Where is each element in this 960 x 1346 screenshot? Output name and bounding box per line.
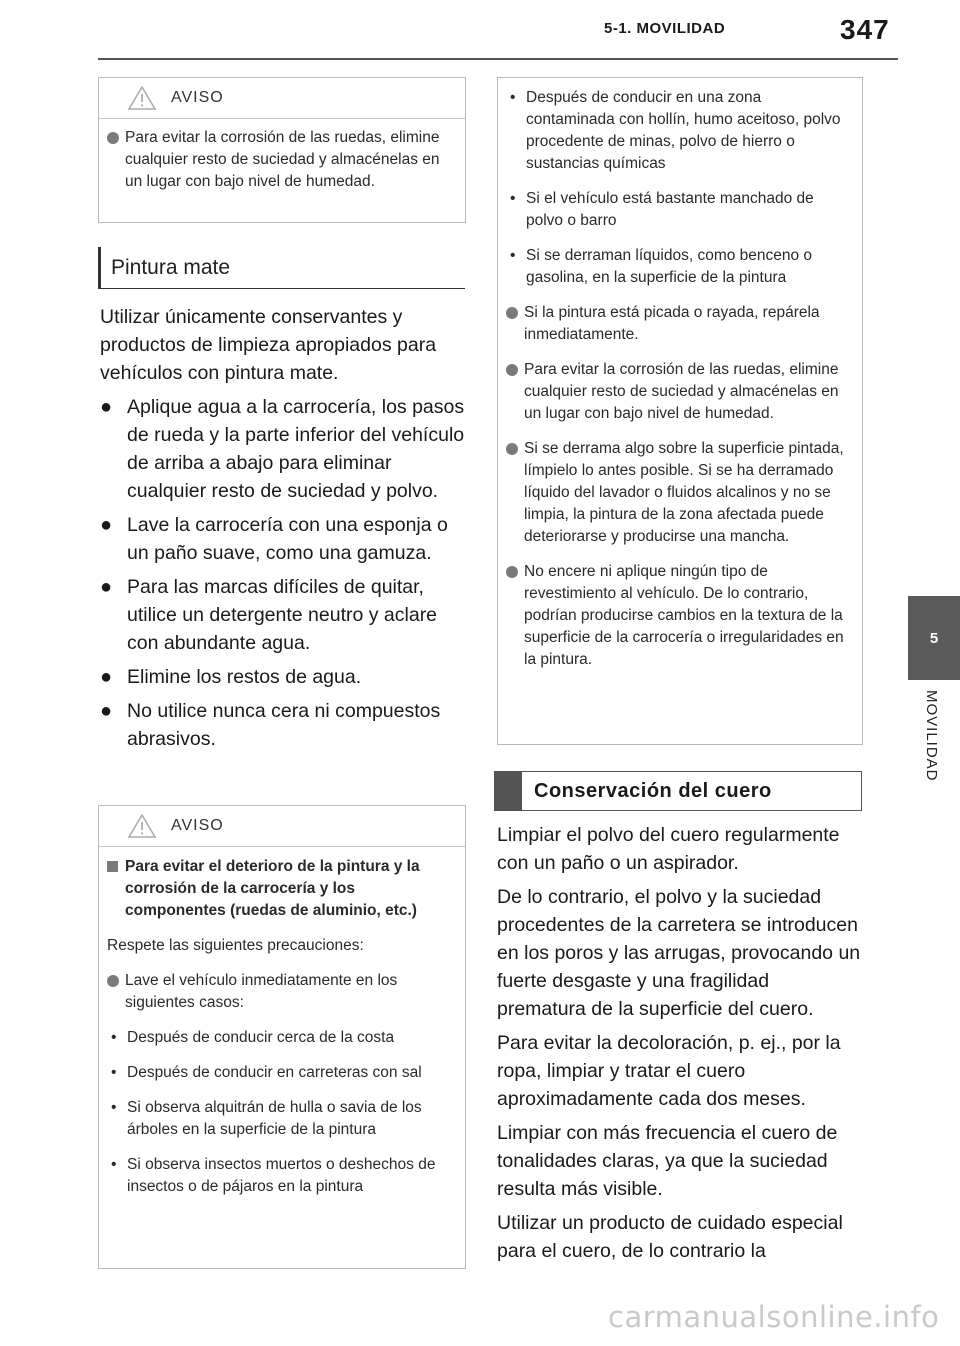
bullet-dot [107,975,119,987]
chapter-number: 5 [929,629,939,647]
warning-header [99,78,465,119]
dot-bullet: • [111,1029,117,1046]
case-item: • Después de conducir cerca de la costa [107,1027,453,1049]
warning-header [99,806,465,847]
dot-bullet: • [510,89,516,106]
bullet-icon: ● [100,396,113,418]
bullet-icon: ● [100,700,113,722]
heading-bar [495,772,522,810]
warning-box-2 [98,805,466,1269]
warning-title: AVISO [171,817,224,834]
bullet-dot [107,132,119,144]
warning-title: AVISO [171,89,224,106]
warning-box-continued [497,77,863,745]
bullet-icon: ● [100,576,113,598]
bullet-dot [506,443,518,455]
paragraph: Limpiar con más frecuencia el cuero de tonalidades claras, ya que la suciedad resulta más visible. [497,1122,838,1200]
warning-box-1 [98,77,466,223]
warning-subheading: Para evitar el deterioro de la pintura y la corrosión de la carrocería y los componentes (ruedas de aluminio, etc.) [107,856,453,922]
list-item: ● Para las marcas difíciles de quitar, utilice un detergente neutro y aclare con abundante agua. [100,573,466,657]
dot-bullet: • [111,1064,117,1081]
chapter-tab [908,596,960,680]
pintura-mate-heading: Pintura mate [98,247,465,289]
watermark: carmanualsonline.info [608,1300,940,1334]
bullet-icon: ● [100,514,113,536]
square-bullet-icon [107,861,118,872]
list-item: ● Lave la carrocería con una esponja o un paño suave, como una gamuza. [100,511,466,567]
warning-item: Para evitar la corrosión de las ruedas, elimine cualquier resto de suciedad y almacénelas en un lugar con bajo nivel de humedad. [506,359,850,425]
warning-triangle-icon [127,85,157,111]
paragraph: Para evitar la decoloración, p. ej., por la ropa, limpiar y tratar el cuero aproximadamente cada dos meses. [497,1032,841,1110]
case-item: • Si observa insectos muertos o deshechos de insectos o de pájaros en la pintura [107,1154,453,1198]
warning-note: Respete las siguientes precauciones: [107,937,364,954]
header-rule [98,58,898,60]
warning-item: Para evitar la corrosión de las ruedas, elimine cualquier resto de suciedad y almacénelas en un lugar con bajo nivel de humedad. [107,127,453,193]
case-item: • Si el vehículo está bastante manchado de polvo o barro [506,188,850,232]
dot-bullet: • [111,1156,117,1173]
dot-bullet: • [111,1099,117,1116]
dot-bullet: • [510,247,516,264]
section-title: 5-1. MOVILIDAD [604,20,726,37]
paragraph: Utilizar un producto de cuidado especial para el cuero, de lo contrario la [497,1212,843,1262]
bullet-dot [506,364,518,376]
warning-item: Si se derrama algo sobre la superficie pintada, límpielo lo antes posible. Si se ha derramado líquido del lavador o fluidos alcalinos y no se limpia, la pintura de la zona afectada puede deteriorarse y producirse una mancha. [506,438,850,548]
list-item: ● Aplique agua a la carrocería, los pasos de rueda y la parte inferior del vehículo de arriba a abajo para eliminar cualquier resto de suciedad y polvo. [100,393,466,505]
warning-item: Lave el vehículo inmediatamente en los siguientes casos: [107,970,453,1014]
paragraph: Limpiar el polvo del cuero regularmente con un paño o un aspirador. [497,824,840,874]
cuero-body [497,821,863,1271]
pintura-mate-body [100,303,466,759]
chapter-label: MOVILIDAD [923,690,940,782]
case-item: • Si observa alquitrán de hulla o savia de los árboles en la superficie de la pintura [107,1097,453,1141]
list-item: ● Elimine los restos de agua. [100,663,466,691]
bullet-dot [506,307,518,319]
cuero-heading-text: Conservación del cuero [534,780,772,802]
warning-item: No encere ni aplique ningún tipo de revestimiento al vehículo. De lo contrario, podrían producirse cambios en la textura de la superficie de la carrocería o irregularidades en la pintura. [506,561,850,671]
bullet-icon: ● [100,666,113,688]
cuero-heading [494,771,862,811]
bullet-dot [506,566,518,578]
pintura-mate-intro: Utilizar únicamente conservantes y productos de limpieza apropiados para vehículos con pintura mate. [100,306,437,384]
case-item: • Después de conducir en carreteras con sal [107,1062,453,1084]
warning-item: Si la pintura está picada o rayada, repárela inmediatamente. [506,302,850,346]
case-item: • Si se derraman líquidos, como benceno o gasolina, en la superficie de la pintura [506,245,850,289]
list-item: ● No utilice nunca cera ni compuestos abrasivos. [100,697,466,753]
case-item: • Después de conducir en una zona contaminada con hollín, humo aceitoso, polvo procedente de minas, polvo de hierro o sustancias químicas [506,87,850,175]
page-number: 347 [840,14,890,45]
dot-bullet: • [510,190,516,207]
warning-triangle-icon [127,813,157,839]
paragraph: De lo contrario, el polvo y la suciedad procedentes de la carretera se introducen en los poros y las arrugas, provocando un fuerte desgaste y una fragilidad prematura de la superficie del cuero. [497,886,861,1020]
